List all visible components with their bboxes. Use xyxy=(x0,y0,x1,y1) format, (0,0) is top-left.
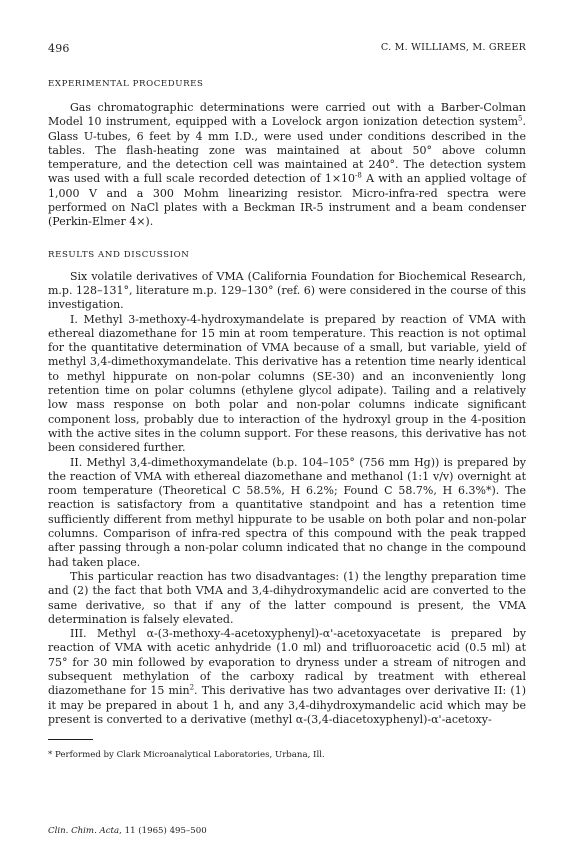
exponent: -8 xyxy=(355,171,362,180)
footnote-rule xyxy=(48,739,93,740)
reference-marker: 5 xyxy=(518,114,523,123)
paragraph-disadvantages: This particular reaction has two disadvantages: (1) the lengthy preparation time and (2) the fact that both VMA and 3,4-dihydroxymandelic acid are converted to the same derivative, so that if any of the latter compound is present, the VMA determination is falsely elevated. xyxy=(48,569,526,626)
paragraph-experimental: Gas chromatographic determinations were carried out with a Barber-Colman Model 10 instrument, equipped with a Lovelock argon ionization detection system$^5$. Glass U-tubes, 6 feet by 4 mm I.D., were used under conditions described in the tables. The flash-heating zone was maintained at about 50° above column temperature, and the detection cell was maintained at 240°. The detection system was used with a full scale recorded detection of $1\times 10^{-8}$ A with an applied voltage of 1,000 V and a 300 Mohm linearizing resistor. Micro-infra-red spectra were performed on NaCl plates with a Beckman IR-5 instrument and a beam condenser (Perkin-Elmer 4×). xyxy=(48,101,527,229)
paragraph-derivative-3: III. Methyl α-(3-methoxy-4-acetoxyphenyl)-α'-acetoxyacetate is prepared by reaction of VMA with acetic anhydride (1.0 ml) and trifluoroacetic acid (0.5 ml) at 75° for 30 min followed by evaporation to dryness under a stream of nitrogen and subsequent methylation of the carboxy radical by treatment with ethereal diazomethane for 15 $\min^2$. This derivative has two advantages over derivative II: (1) it may be prepared in about 1 h, and any 3,4-dihydroxymandelic acid which may be present is converted to a derivative (methyl α-(3,4-diacetoxyphenyl)-α'-acetoxy- xyxy=(48,627,526,726)
reference-marker: 2 xyxy=(189,683,195,692)
paragraph-derivative-2: II. Methyl 3,4-dimethoxymandelate (b.p. 104–105° (756 mm Hg)) is prepared by the reaction of VMA with ethereal diazomethane and methanol (1:1 v/v) overnight at room temperature (Theoretical C 58.5%, H 6.2%; Found C 58.7%, H 6.3%*). The reaction is satisfactory from a quantitative standpoint and has a retention time sufficiently different from methyl hippurate to be usable on both polar and non-polar columns. Comparison of infra-red spectra of this compound with the peak trapped after passing through a non-polar column indicated that no change in the compound had taken place. xyxy=(48,455,526,569)
journal-volume: 11 (1965) 495–500 xyxy=(124,826,207,836)
footnote: * Performed by Clark Microanalytical Laboratories, Urbana, Ill. xyxy=(48,750,325,761)
journal-name: Clin. Chim. Acta, xyxy=(48,826,122,836)
running-head xyxy=(48,42,526,55)
section-heading-experimental: EXPERIMENTAL PROCEDURES xyxy=(48,79,204,89)
journal-citation xyxy=(48,826,207,836)
running-head-authors: C. M. WILLIAMS, M. GREER xyxy=(380,42,526,53)
page-body xyxy=(48,42,526,761)
page-number: 496 xyxy=(48,42,70,55)
section-heading-results: RESULTS AND DISCUSSION xyxy=(48,249,190,260)
paragraph-derivative-1: I. Methyl 3-methoxy-4-hydroxymandelate is prepared by reaction of VMA with ethereal diazomethane for 15 min at room temperature. This reaction is not optimal for the quantitative determination of VMA because of a small, but variable, yield of methyl 3,4-dimethoxymandelate. This derivative has a retention time nearly identical to methyl hippurate on non-polar columns (SE-30) and an inconveniently long retention time on polar columns (ethylene glycol adipate). Tailing and a relatively low mass response on both polar and non-polar columns indicate significant component loss, probably due to interaction of the hydroxyl group in the 4-position with the active sites in the column support. For these reasons, this derivative has not been considered further. xyxy=(48,312,526,455)
paragraph-intro: Six volatile derivatives of VMA (California Foundation for Biochemical Research, m.p. 128–131°, literature m.p. 129–130° (ref. 6) were considered in the course of this investigation. xyxy=(48,269,526,312)
